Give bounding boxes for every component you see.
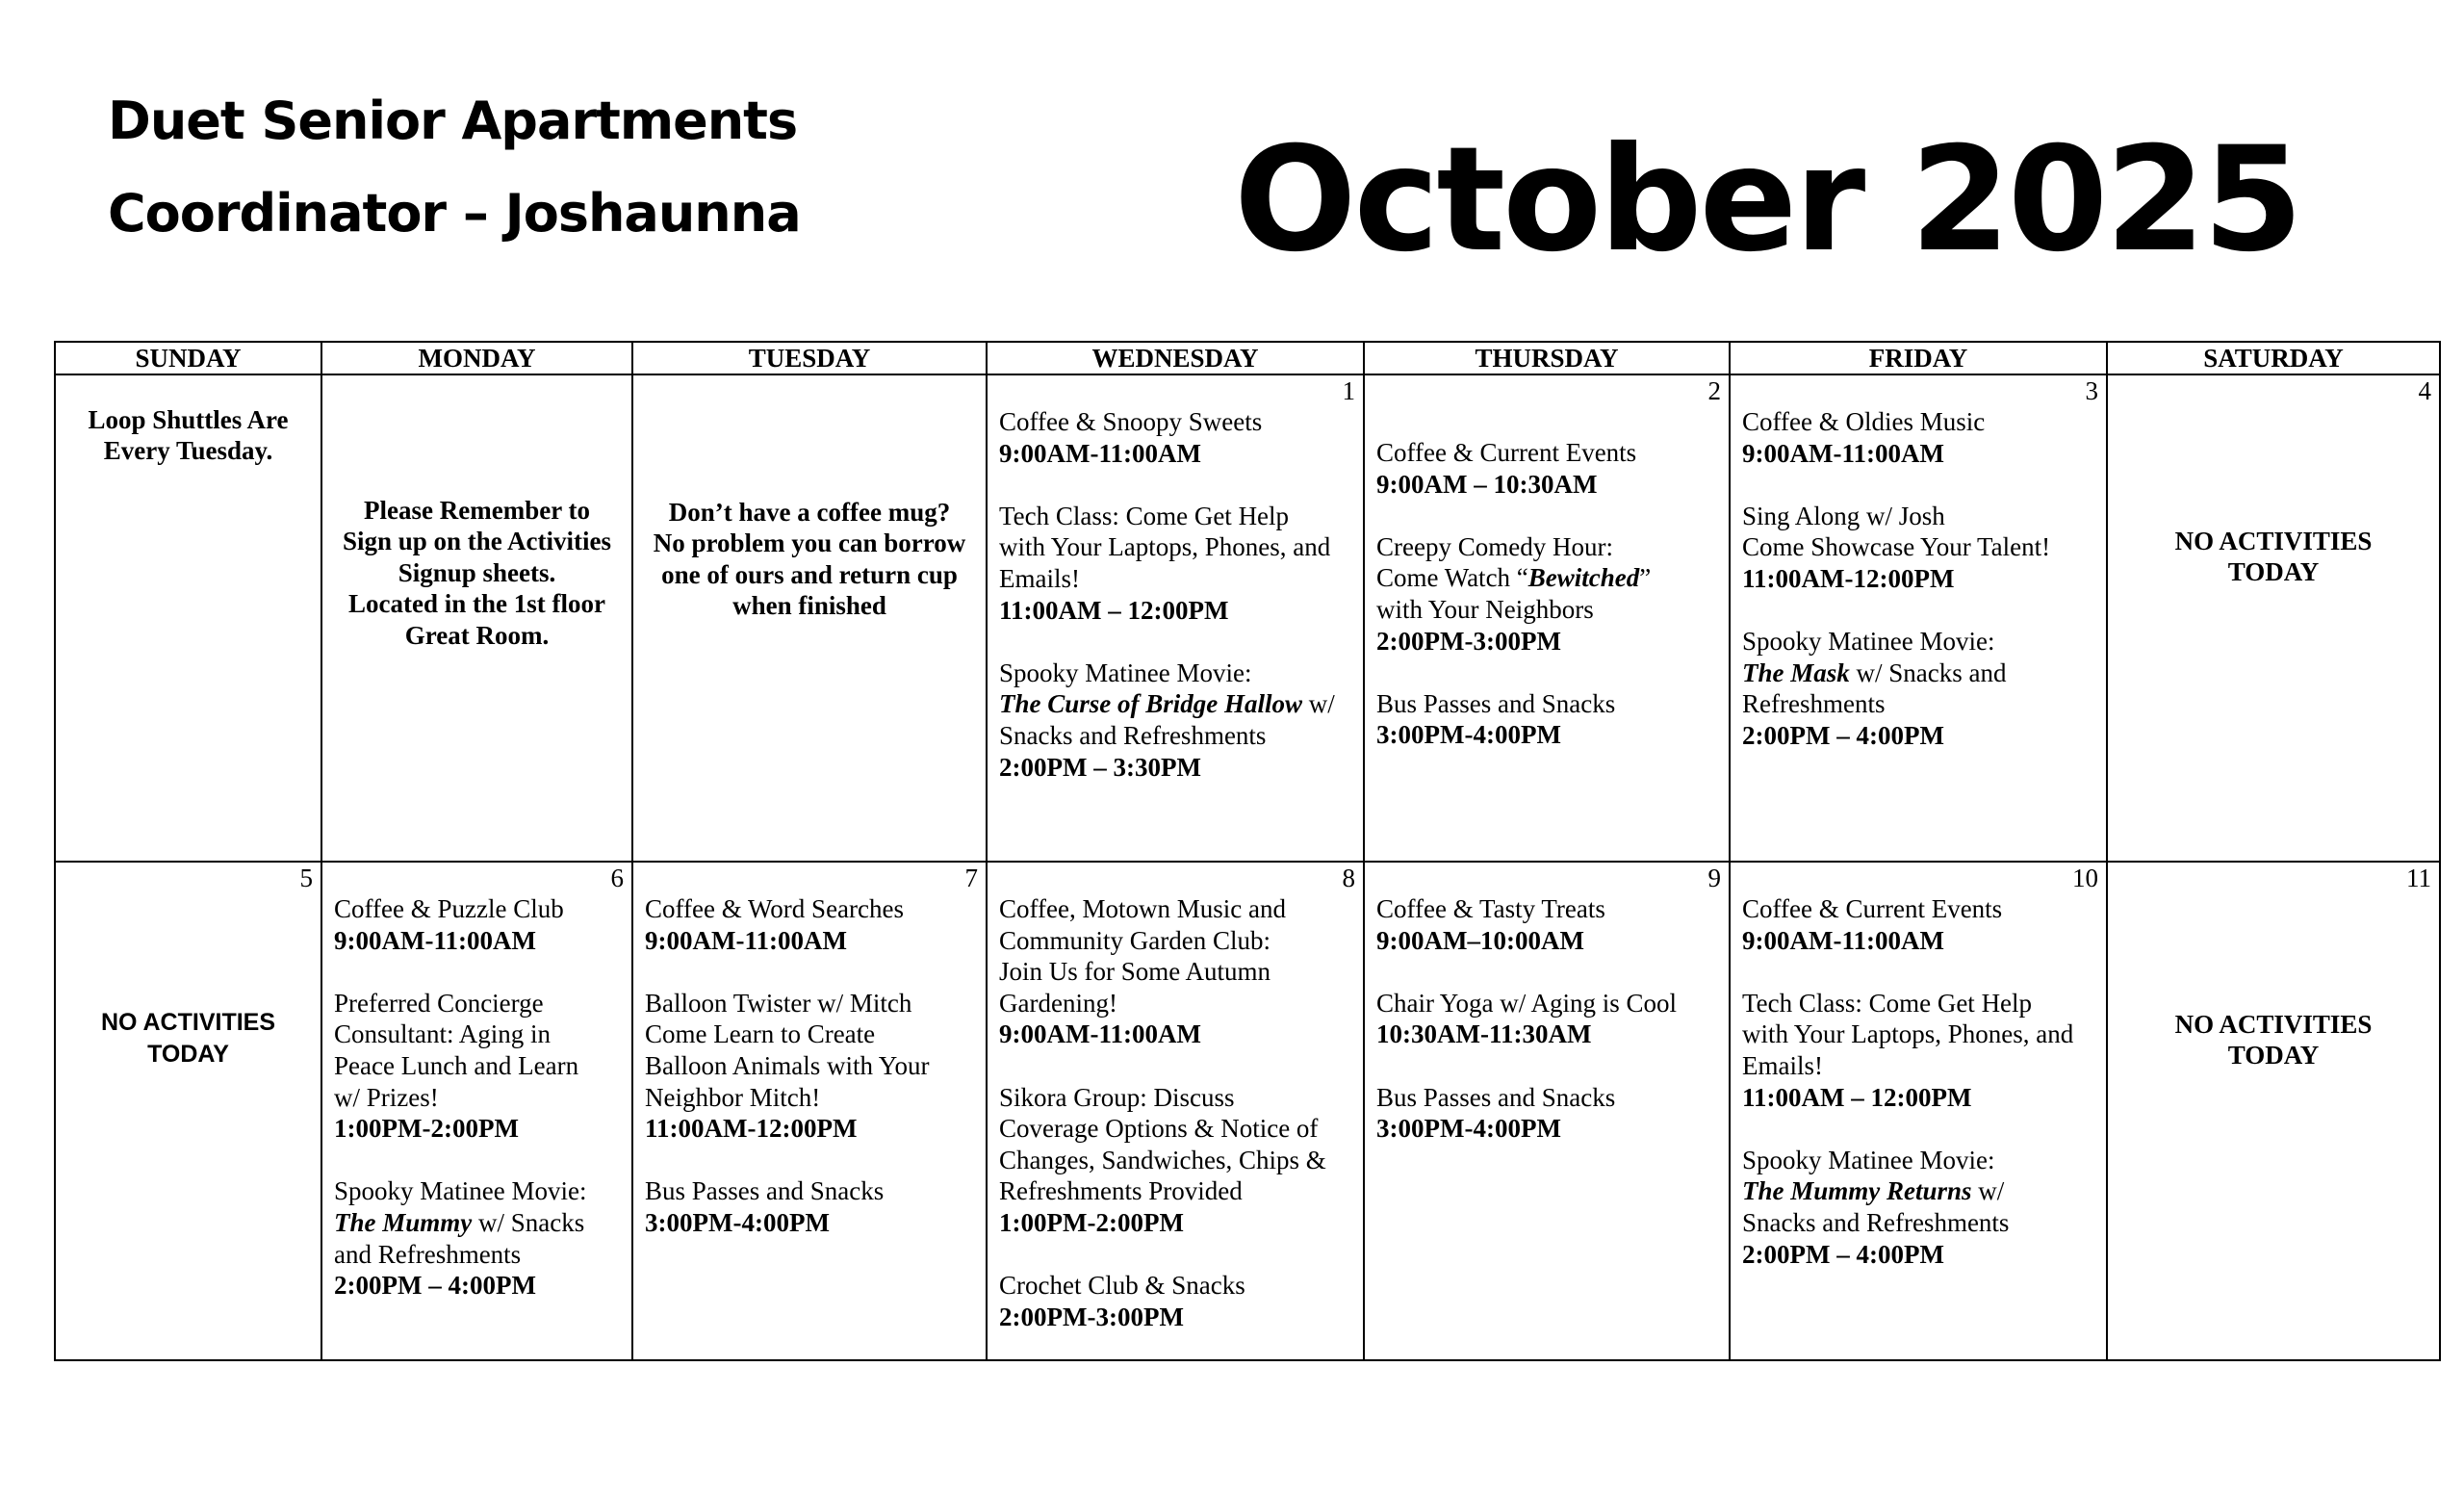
event-line: Spooky Matinee Movie: (999, 658, 1252, 687)
event-line: Come Watch “Bewitched” (1376, 563, 1652, 593)
signup-reminder-note: Please Remember to Sign up on the Activities Signup sheets. Located in the 1st floor Great Room. (342, 496, 612, 650)
event-time: 2:00PM – 3:30PM (999, 752, 1201, 782)
event-time: 10:30AM-11:30AM (1376, 1019, 1592, 1049)
day-number: 8 (1342, 864, 1355, 892)
event-time: 2:00PM-3:00PM (999, 1302, 1184, 1331)
event-time: 2:00PM-3:00PM (1376, 626, 1561, 656)
day-events (1365, 863, 1729, 1145)
event-line: with Your Laptops, Phones, and (1742, 1019, 2074, 1049)
movie-title: Bewitched (1527, 563, 1640, 593)
event-line: Coffee, Motown Music and (999, 894, 1286, 923)
weekday-saturday: SATURDAY (2107, 342, 2440, 374)
weekday-thursday: THURSDAY (1364, 342, 1730, 374)
week-row-2 (55, 862, 2440, 1360)
day-cell-oct-7 (632, 862, 987, 1360)
no-activities-note: NO ACTIVITIES TODAY (2174, 1010, 2373, 1070)
day-number: 6 (610, 864, 624, 892)
day-events (633, 863, 986, 1239)
event-title: Chair Yoga w/ Aging is Cool (1376, 988, 1678, 1018)
weekday-header-row (55, 342, 2440, 374)
event-time: 1:00PM-2:00PM (334, 1114, 519, 1144)
day-number: 11 (2406, 864, 2431, 892)
event-line: Community Garden Club: (999, 925, 1270, 955)
event-time: 3:00PM-4:00PM (645, 1207, 830, 1237)
week-row-1 (55, 374, 2440, 862)
event-line: Coverage Options & Notice of (999, 1114, 1319, 1144)
event-line: Balloon Twister w/ Mitch (645, 988, 912, 1018)
event-title: Coffee & Oldies Music (1742, 407, 1986, 436)
day-cell-oct-11 (2107, 862, 2440, 1360)
day-cell-oct-5 (55, 862, 321, 1360)
event-line: Spooky Matinee Movie: (334, 1176, 587, 1206)
event-line: Emails! (999, 563, 1080, 593)
event-title: Coffee & Snoopy Sweets (999, 407, 1263, 436)
event-time: 9:00AM–10:00AM (1376, 925, 1584, 955)
no-activities-note: NO ACTIVITIES TODAY (2174, 527, 2373, 587)
calendar-grid (54, 341, 2441, 1361)
header-block (108, 75, 801, 260)
event-line: Sing Along w/ Josh (1742, 501, 1945, 530)
day-number: 7 (964, 864, 978, 892)
event-title: Crochet Club & Snacks (999, 1271, 1245, 1301)
event-line: w/ Prizes! (334, 1082, 439, 1112)
day-cell-oct-4 (2107, 374, 2440, 862)
event-title: Bus Passes and Snacks (1376, 1082, 1616, 1112)
day-cell-oct-8 (987, 862, 1364, 1360)
event-line: Balloon Animals with Your (645, 1050, 930, 1080)
day-number: 1 (1342, 376, 1355, 405)
day-events (988, 863, 1363, 1332)
event-time: 9:00AM-11:00AM (1742, 438, 1944, 468)
event-line: Consultant: Aging in (334, 1019, 552, 1049)
day-cell-sunday-week1 (55, 374, 321, 862)
event-line: Snacks and Refreshments (1742, 1207, 2010, 1237)
day-events (1731, 863, 2106, 1270)
event-line: Sikora Group: Discuss (999, 1082, 1235, 1112)
event-title: Coffee & Word Searches (645, 894, 904, 923)
event-time: 1:00PM-2:00PM (999, 1207, 1184, 1237)
event-line: and Refreshments (334, 1239, 522, 1269)
day-number: 3 (2085, 376, 2098, 405)
event-line: Refreshments Provided (999, 1176, 1243, 1206)
day-events (988, 375, 1363, 783)
event-line: Come Showcase Your Talent! (1742, 532, 2051, 562)
coordinator-name: Coordinator – Joshaunna (108, 183, 801, 244)
day-cell-oct-10 (1730, 862, 2107, 1360)
movie-title: The Mummy (334, 1207, 473, 1237)
event-line: Creepy Comedy Hour: (1376, 531, 1613, 561)
event-time: 9:00AM-11:00AM (645, 925, 847, 955)
day-number: 10 (2072, 864, 2098, 892)
weekday-tuesday: TUESDAY (632, 342, 987, 374)
day-events (1365, 375, 1729, 751)
day-events (1731, 375, 2106, 752)
event-line: Tech Class: Come Get Help (999, 501, 1290, 530)
event-title: Bus Passes and Snacks (645, 1176, 885, 1206)
event-line: Refreshments (1742, 689, 1886, 719)
event-time: 9:00AM-11:00AM (1742, 925, 1944, 955)
weekday-friday: FRIDAY (1730, 342, 2107, 374)
event-time: 9:00AM-11:00AM (999, 438, 1201, 468)
event-line: Come Learn to Create (645, 1019, 876, 1049)
weekday-wednesday: WEDNESDAY (987, 342, 1364, 374)
day-cell-oct-9 (1364, 862, 1730, 1360)
event-time: 9:00AM – 10:30AM (1376, 469, 1598, 499)
no-activities-note: NO ACTIVITIES TODAY (100, 1009, 276, 1068)
event-line: with Your Neighbors (1376, 594, 1594, 624)
day-cell-oct-1 (987, 374, 1364, 862)
event-line: Spooky Matinee Movie: (1742, 1145, 1995, 1174)
event-line: Tech Class: Come Get Help (1742, 988, 2033, 1018)
day-cell-tuesday-week1 (632, 374, 987, 862)
month-title: October 2025 (1234, 116, 2300, 284)
day-cell-oct-3 (1730, 374, 2107, 862)
event-time: 2:00PM – 4:00PM (334, 1271, 536, 1301)
event-line: Join Us for Some Autumn (999, 957, 1271, 987)
event-line: The Mummy w/ Snacks (334, 1207, 585, 1237)
event-time: 11:00AM-12:00PM (1742, 563, 1955, 593)
movie-title: The Mask (1742, 658, 1850, 687)
event-line: The Curse of Bridge Hallow w/ (999, 689, 1335, 719)
weekday-monday: MONDAY (321, 342, 632, 374)
movie-title: The Mummy Returns (1742, 1176, 1972, 1206)
event-line: The Mask w/ Snacks and (1742, 658, 2007, 687)
day-number: 9 (1707, 864, 1721, 892)
event-time: 2:00PM – 4:00PM (1742, 720, 1944, 750)
event-time: 11:00AM-12:00PM (645, 1114, 858, 1144)
event-line: with Your Laptops, Phones, and (999, 532, 1331, 562)
event-time: 9:00AM-11:00AM (999, 1019, 1201, 1049)
day-number: 5 (299, 864, 313, 892)
day-number: 4 (2418, 376, 2431, 405)
day-number: 2 (1707, 376, 1721, 405)
event-time: 2:00PM – 4:00PM (1742, 1239, 1944, 1269)
event-line: Spooky Matinee Movie: (1742, 627, 1995, 657)
event-line: Preferred Concierge (334, 988, 544, 1018)
event-time: 11:00AM – 12:00PM (999, 595, 1229, 625)
event-line: Changes, Sandwiches, Chips & (999, 1145, 1326, 1174)
weekday-sunday: SUNDAY (55, 342, 321, 374)
event-time: 3:00PM-4:00PM (1376, 720, 1561, 750)
day-cell-oct-2 (1364, 374, 1730, 862)
event-title: Coffee & Current Events (1376, 438, 1637, 467)
shuttle-note: Loop Shuttles Are Every Tuesday. (88, 405, 289, 466)
event-line: The Mummy Returns w/ (1742, 1176, 2005, 1206)
day-events (322, 863, 631, 1302)
event-title: Coffee & Tasty Treats (1376, 894, 1605, 923)
event-line: Snacks and Refreshments (999, 720, 1267, 750)
event-time: 9:00AM-11:00AM (334, 925, 536, 955)
event-line: Gardening! (999, 988, 1117, 1018)
day-cell-monday-week1 (321, 374, 632, 862)
org-name: Duet Senior Apartments (108, 90, 798, 151)
event-time: 11:00AM – 12:00PM (1742, 1082, 1972, 1112)
event-line: Neighbor Mitch! (645, 1082, 821, 1112)
event-time: 3:00PM-4:00PM (1376, 1114, 1561, 1144)
event-title: Bus Passes and Snacks (1376, 688, 1616, 718)
coffee-mug-note: Don’t have a coffee mug? No problem you can borrow one of ours and return cup when finished (653, 498, 966, 621)
event-title: Coffee & Puzzle Club (334, 894, 564, 923)
movie-title: The Curse of Bridge Hallow (999, 689, 1303, 719)
day-cell-oct-6 (321, 862, 632, 1360)
event-line: Emails! (1742, 1050, 1823, 1080)
event-line: Peace Lunch and Learn (334, 1050, 579, 1080)
event-title: Coffee & Current Events (1742, 894, 2003, 923)
